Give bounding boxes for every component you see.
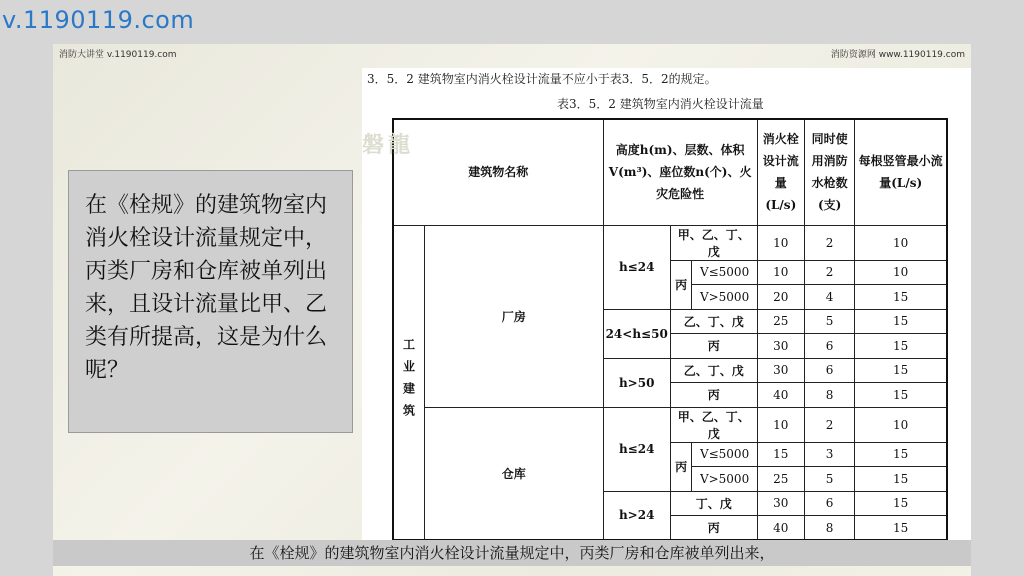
factory-h-le24: h≤24 <box>603 225 670 309</box>
table-row: 丙 V≤5000 15 3 15 <box>393 442 947 467</box>
table-row: 丙 40 8 15 <box>393 383 947 408</box>
header-min-riser-flow: 每根竖管最小流量(L/s) <box>855 119 947 225</box>
header-simultaneous-guns: 同时使用消防水枪数(支) <box>804 119 854 225</box>
table-row: 丙 V≤5000 10 2 10 <box>393 260 947 285</box>
factory-h-24-50: 24<h≤50 <box>603 309 670 358</box>
warehouse-h-le24: h≤24 <box>603 407 670 491</box>
header-design-flow: 消火栓设计流量(L/s) <box>757 119 804 225</box>
table-row: 工业建筑 厂房 h≤24 甲、乙、丁、戊 10 2 10 <box>393 225 947 260</box>
stamp-watermark: 磐龍 <box>362 132 415 158</box>
table-row: 24<h≤50 乙、丁、戊 25 5 15 <box>393 309 947 334</box>
warehouse-h-gt24: h>24 <box>603 491 670 540</box>
table-row: h>24 丁、戊 30 6 15 <box>393 491 947 516</box>
slide <box>53 44 971 576</box>
factory-h-gt50: h>50 <box>603 358 670 407</box>
question-callout: 在《栓规》的建筑物室内消火栓设计流量规定中，丙类厂房和仓库被单列出来，且设计流量比甲、乙类有所提高，这是为什么呢？ <box>68 170 353 433</box>
warehouse-label: 仓库 <box>424 407 603 540</box>
slide-header-left: 消防大讲堂 v.1190119.com <box>59 50 177 60</box>
clause-line: 3．5．2 建筑物室内消火栓设计流量不应小于表3．5．2的规定。 <box>367 72 717 86</box>
header-building-name: 建筑物名称 <box>393 119 603 225</box>
table-caption: 表3．5．2 建筑物室内消火栓设计流量 <box>557 97 764 111</box>
table-row: 丙 40 8 15 <box>393 516 947 541</box>
document-scan <box>362 68 971 552</box>
watermark-url: v.1190119.com <box>2 6 195 34</box>
factory-bing: 丙 <box>670 260 692 309</box>
table-row: 丙 30 6 15 <box>393 334 947 359</box>
subtitle-caption: 在《栓规》的建筑物室内消火栓设计流量规定中，丙类厂房和仓库被单列出来， <box>53 540 971 566</box>
table-row: V>5000 20 4 15 <box>393 285 947 310</box>
warehouse-bing: 丙 <box>670 442 692 491</box>
header-params: 高度h(m)、层数、体积V(m³)、座位数n(个)、火灾危险性 <box>603 119 757 225</box>
table-row: h>50 乙、丁、戊 30 6 15 <box>393 358 947 383</box>
table-row: V>5000 25 5 15 <box>393 467 947 492</box>
factory-label: 厂房 <box>424 225 603 407</box>
slide-header-right: 消防资源网 www.1190119.com <box>830 50 965 60</box>
flow-spec-table <box>392 118 948 541</box>
category-industrial: 工业建筑 <box>393 225 424 540</box>
table-row: 仓库 h≤24 甲、乙、丁、戊 10 2 10 <box>393 407 947 442</box>
